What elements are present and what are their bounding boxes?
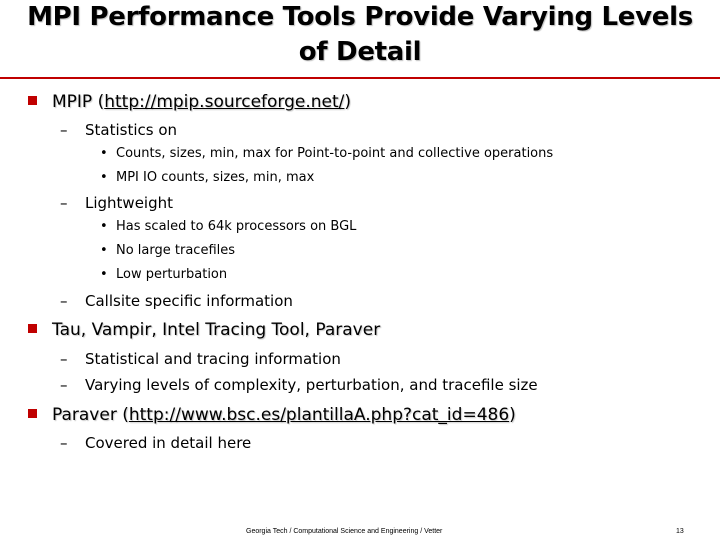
slide-title-line-1: MPI Performance Tools Provide Varying Levels bbox=[27, 2, 693, 32]
dash-bullet-icon: – bbox=[60, 434, 68, 452]
stats-item-text: MPI IO counts, sizes, min, max bbox=[116, 170, 315, 185]
dash-bullet-icon: – bbox=[60, 350, 68, 368]
stats-item bbox=[100, 169, 314, 187]
dot-bullet-icon: • bbox=[100, 243, 108, 258]
paraver-label: Paraver ( bbox=[52, 405, 129, 425]
tau-item bbox=[60, 375, 538, 395]
mpip-label: MPIP ( bbox=[52, 92, 105, 112]
tau-item bbox=[60, 349, 341, 369]
dash-bullet-icon: – bbox=[60, 194, 68, 212]
square-bullet-icon bbox=[28, 96, 37, 105]
paraver-link[interactable]: http://www.bsc.es/plantillaA.php?cat_id=486 bbox=[128, 405, 510, 425]
stats-item bbox=[100, 145, 553, 163]
bullet-mpip bbox=[28, 91, 351, 113]
mpip-lightweight bbox=[60, 193, 173, 213]
lightweight-item-text: Low perturbation bbox=[116, 267, 228, 282]
paraver-item-text: Covered in detail here bbox=[85, 434, 252, 452]
tau-item-text: Statistical and tracing information bbox=[85, 350, 341, 368]
statistics-on-text: Statistics on bbox=[85, 121, 178, 139]
tau-label: Tau, Vampir, Intel Tracing Tool, Paraver bbox=[52, 320, 381, 340]
dot-bullet-icon: • bbox=[100, 267, 108, 282]
dot-bullet-icon: • bbox=[100, 219, 108, 234]
lightweight-item-text: No large tracefiles bbox=[116, 243, 236, 258]
mpip-close: ) bbox=[344, 92, 352, 112]
lightweight-item bbox=[100, 266, 227, 284]
dash-bullet-icon: – bbox=[60, 121, 68, 139]
bullet-tau bbox=[28, 319, 380, 341]
mpip-statistics-on bbox=[60, 120, 177, 140]
lightweight-item-text: Has scaled to 64k processors on BGL bbox=[116, 219, 357, 234]
title-divider bbox=[0, 77, 720, 79]
dash-bullet-icon: – bbox=[60, 376, 68, 394]
lightweight-text: Lightweight bbox=[85, 194, 174, 212]
square-bullet-icon bbox=[28, 324, 37, 333]
slide-footer: Georgia Tech / Computational Science and Engineering / Vetter bbox=[246, 528, 443, 535]
dot-bullet-icon: • bbox=[100, 170, 108, 185]
square-bullet-icon bbox=[28, 409, 37, 418]
dot-bullet-icon: • bbox=[100, 146, 108, 161]
page-number: 13 bbox=[676, 528, 684, 535]
stats-item-text: Counts, sizes, min, max for Point-to-point and collective operations bbox=[116, 146, 554, 161]
mpip-callsite bbox=[60, 291, 293, 311]
lightweight-item bbox=[100, 242, 235, 260]
mpip-link[interactable]: http://mpip.sourceforge.net/ bbox=[104, 92, 345, 112]
callsite-text: Callsite specific information bbox=[85, 292, 293, 310]
dash-bullet-icon: – bbox=[60, 292, 68, 310]
slide-title bbox=[0, 0, 720, 70]
bullet-paraver bbox=[28, 404, 516, 426]
slide-title-line-2: of Detail bbox=[298, 37, 422, 67]
lightweight-item bbox=[100, 218, 356, 236]
paraver-close: ) bbox=[509, 405, 516, 425]
paraver-item bbox=[60, 433, 251, 453]
tau-item-text: Varying levels of complexity, perturbation, and tracefile size bbox=[85, 376, 538, 394]
